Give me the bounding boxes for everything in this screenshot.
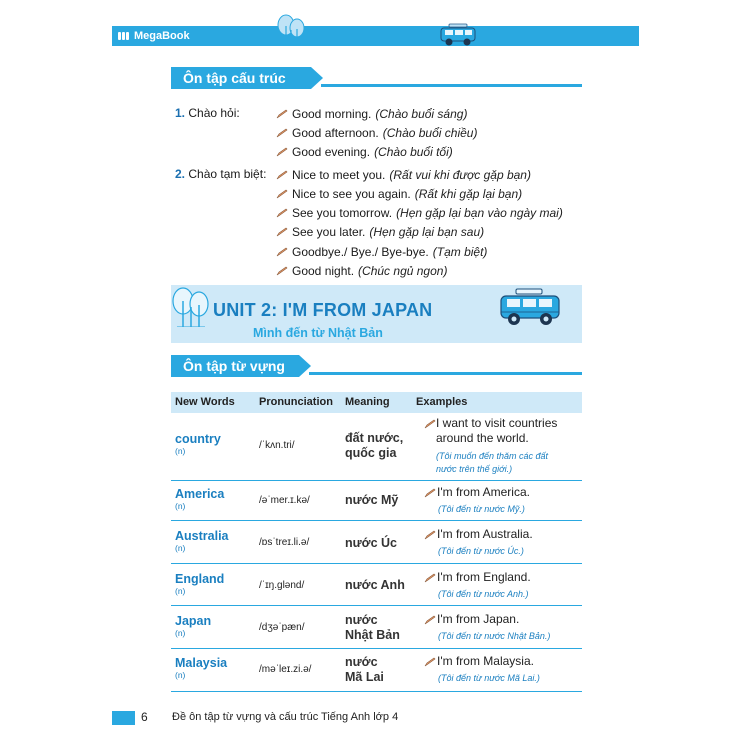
pencil-icon <box>276 147 288 157</box>
car-icon <box>498 288 562 328</box>
pronunciation: /ˈkʌn.tri/ <box>259 440 295 451</box>
section-vocab-header <box>171 355 582 377</box>
meaning: nước Mỹ <box>345 493 399 507</box>
example-vi: (Tôi muốn đến thăm các đất nước trên thế giới.) <box>436 451 549 474</box>
pencil-icon <box>424 488 436 498</box>
column-header: Meaning <box>345 396 390 408</box>
vocab-word: Japan <box>175 614 212 628</box>
column-header: Pronunciation <box>259 396 333 408</box>
example-en: I'm from America. <box>437 485 530 499</box>
row-divider <box>171 520 582 521</box>
vocab-word: America <box>175 487 225 501</box>
phrase-item: Nice to meet you. (Rất vui khi được gặp bạn) <box>276 168 531 182</box>
vocab-word: country <box>175 432 221 446</box>
phrase-item: See you tomorrow. (Hẹn gặp lại bạn vào ngày mai) <box>276 206 563 220</box>
pencil-icon <box>276 227 288 237</box>
pencil-icon <box>276 170 288 180</box>
car-icon <box>439 23 477 47</box>
vocab-word: Australia <box>175 529 229 543</box>
meaning: nước Úc <box>345 536 397 550</box>
table-row <box>175 432 221 456</box>
pronunciation: /dʒəˈpæn/ <box>259 622 305 633</box>
brand-name: MegaBook <box>134 30 190 42</box>
column-header: Examples <box>416 396 468 408</box>
pronunciation: /məˈleɪ.zi.ə/ <box>259 664 312 675</box>
part-of-speech: (n) <box>175 628 186 638</box>
row-divider <box>171 691 582 692</box>
table-row <box>175 487 224 511</box>
section-underline <box>309 372 582 375</box>
vocab-word: England <box>175 572 225 586</box>
pencil-icon <box>424 615 436 625</box>
pronunciation: /ɒsˈtreɪ.li.ə/ <box>259 537 310 548</box>
table-row <box>175 529 229 553</box>
example-vi: (Tôi đến từ nước Nhật Bản.) <box>438 631 551 641</box>
example-vi: (Tôi đến từ nước Mỹ.) <box>438 504 525 514</box>
table-header <box>171 392 582 413</box>
meaning: đất nước, quốc gia <box>345 431 404 460</box>
part-of-speech: (n) <box>175 543 186 553</box>
meaning: nước Anh <box>345 578 405 592</box>
brand-logo <box>118 28 190 44</box>
pencil-icon <box>424 530 436 540</box>
header-bar <box>112 26 639 46</box>
trees-icon <box>277 14 305 44</box>
section-structure-title: Ôn tập cấu trúc <box>171 67 311 89</box>
row-divider <box>171 563 582 564</box>
table-row <box>175 572 224 596</box>
row-divider <box>171 480 582 481</box>
phrase-item: Good evening. (Chào buổi tối) <box>276 145 453 159</box>
section-underline <box>321 84 582 87</box>
part-of-speech: (n) <box>175 670 186 680</box>
table-row <box>175 656 227 680</box>
table-row <box>175 614 211 638</box>
part-of-speech: (n) <box>175 501 186 511</box>
row-divider <box>171 605 582 606</box>
example-vi: (Tôi đến từ nước Anh.) <box>438 589 529 599</box>
brand-mark-icon <box>118 32 130 40</box>
phrase-item: Good morning. (Chào buổi sáng) <box>276 107 467 121</box>
example-en: I'm from Australia. <box>437 527 533 541</box>
phrase-item: See you later. (Hẹn gặp lại bạn sau) <box>276 225 484 239</box>
pencil-icon <box>276 247 288 257</box>
section-vocab-title: Ôn tập từ vựng <box>171 355 299 377</box>
pencil-icon <box>276 189 288 199</box>
trees-icon <box>172 287 210 327</box>
example-vi: (Tôi đến từ nước Mã Lai.) <box>438 673 540 683</box>
structure-label-2: 2. Chào tạm biệt: <box>175 167 267 181</box>
pencil-icon <box>276 266 288 276</box>
part-of-speech: (n) <box>175 446 186 456</box>
column-header: New Words <box>175 396 235 408</box>
example-en: I'm from Japan. <box>437 612 520 626</box>
section-structure-header <box>171 67 582 89</box>
phrase-item: Good afternoon. (Chào buổi chiều) <box>276 126 477 140</box>
pencil-icon <box>424 657 436 667</box>
structure-label-1: 1. Chào hỏi: <box>175 106 240 120</box>
example-en: I'm from Malaysia. <box>437 654 534 668</box>
meaning: nước Nhật Bản <box>345 613 400 642</box>
row-divider <box>171 648 582 649</box>
phrase-item: Nice to see you again. (Rất khi gặp lại bạn) <box>276 187 522 201</box>
pencil-icon <box>276 208 288 218</box>
example-en: I'm from England. <box>437 570 531 584</box>
part-of-speech: (n) <box>175 586 186 596</box>
pencil-icon <box>424 419 436 429</box>
pronunciation: /əˈmer.ɪ.kə/ <box>259 495 310 506</box>
page-number: 6 <box>141 710 148 724</box>
unit-title: UNIT 2: I'M FROM JAPAN <box>213 300 433 320</box>
phrase-item: Goodbye./ Bye./ Bye-bye. (Tạm biệt) <box>276 245 487 259</box>
example-vi: (Tôi đến từ nước Úc.) <box>438 546 524 556</box>
footer-marker <box>112 711 135 725</box>
pencil-icon <box>424 573 436 583</box>
phrase-item: Good night. (Chúc ngủ ngon) <box>276 264 447 278</box>
vocab-word: Malaysia <box>175 656 228 670</box>
example-en: I want to visit countries around the world. <box>436 416 558 445</box>
pencil-icon <box>276 128 288 138</box>
footer-title: Đề ôn tập từ vựng và cấu trúc Tiếng Anh lớp 4 <box>172 711 399 723</box>
unit-subtitle: Mình đến từ Nhật Bản <box>253 326 383 340</box>
pronunciation: /ˈɪŋ.glənd/ <box>259 580 305 591</box>
pencil-icon <box>276 109 288 119</box>
meaning: nước Mã Lai <box>345 655 384 684</box>
